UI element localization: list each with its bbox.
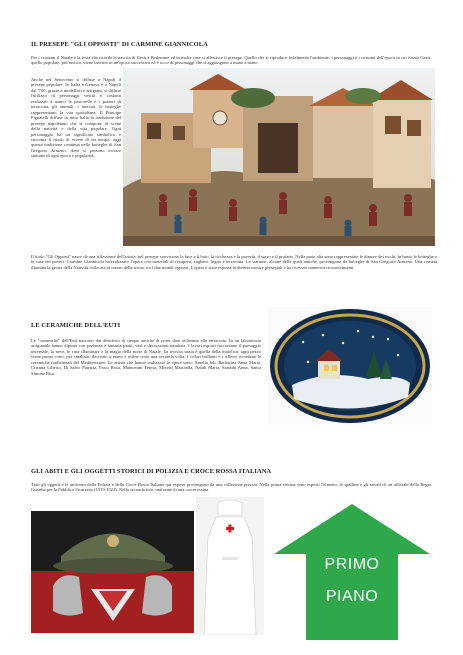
section-body-presepe: Anche nel Settecento si diffuse a Napoli il presepe popolare. In Italia a Genova e a Napoli dal '700, grazie a modellisti e artigiani, si diffuse l'utilizzo di personaggi vestiti e costumi realizzati a mano: le pastorelle e i pastori di terracotta, gli animali, i mercati, le botteghe rappresentano la vita quotidiana. Il Principe Pignatelli diffuse in tutta Italia la tradizione del presepe napoletano che si compone di scene della natività e della vita popolare. Ogni personaggio ha un significato simbolico e racconta il modo di vivere di un tempo; oggi questa tradizione continua nelle botteghe di San Gregorio Armeno, dove si possono trovare statuine di ogni epoca e popolarità. [31,77,121,159]
section-body-ceramiche: Le "ceramiche" dell'Euti nascono dal desiderio di cinque amiche di poter dare un'anima alla terracotta. In un laboratorio artigianale hanno dipinto con pazienza e fantasia piatti, vasi e decorazioni natalizie. I lavori esposti raccontano il paesaggio invernale, la neve, le case illuminate e la magia della notte di Natale. La tecnica usata è quella della maiolica: ogni pezzo viene prima cotto, poi smaltato, decorato a mano e infine cotto una seconda volta. I colori brillanti e i riflessi ricordano le ceramiche tradizionali del Mediterraneo. Le artiste che hanno realizzato le opere sono: Amelia Ioli, Barbarina Anna Maria, Cristina Liberio, Di Salvo Patrizia, Fosci Rosa, Mantovani Teresa, Moretti Marinella, Natali Marta, Sarubbi Anna, Santo Simone Rita. [31,338,261,376]
arrow-label-line2: PIANO [325,588,379,605]
section-body2-presepe: Il titolo "Gli Opposti" nasce da una riflessione dell'artista: nel presepe convivono la luce e il buio, la ricchezza e la povertà, il sacro e il profano. Nella parte alta sono rappresentate le dimore dei ricchi, in basso le botteghe e le case dei poveri. Carmine Giannicola ha realizzato l'opera con materiali di recupero, sughero, legno e terracotta. Le statuine, alcune delle quali antiche, provengono da botteghe di San Gregorio Armeno. Una cometa illumina la grotta della Natività collocata al centro della scena, tra i due mondi opposti. L'opera è stata esposta in diverse mostre presepiali e ha ricevuto numerosi riconoscimenti. [31,254,437,270]
section-title-abiti: GLI ABITI E GLI OGGETTI STORICI DI POLIZIA E CROCE ROSSA ITALIANA [31,468,272,475]
section-title-presepe: IL PRESEPE "GLI OPPOSTI" DI CARMINE GIANNICOLA [31,41,208,48]
ceramic-plate-image [268,307,432,425]
primo-piano-arrow [272,502,432,642]
section-intro-presepe: Per i cristiani il Natale è la festa che ricorda la nascita di Gesù a Betlemme ed in molte case si allestisce il presepe. Quello che si riproduce fedelmente l'ambiente, i personaggi e i costumi dell'epoca in cui è nato Gesù; quello popolare, più rustico, viene inserito in un'epoca successiva ed è ricco di personaggi che si aggiungono a mano a mano. [31,55,431,66]
arrow-label-line1: PRIMO [324,556,380,573]
nurse-uniform-image [196,497,264,635]
police-items-photo [31,511,194,633]
red-cross-uniform-photo [196,497,264,635]
police-helmet-image [31,511,194,633]
nativity-scene-image [123,68,435,246]
ceramic-plate-photo [268,307,432,425]
section-body-abiti: Tutti gli oggetti e le uniformi della Polizia e della Croce Rossa Italiana qui esposti provengono da una collezione privata. Nella prima vetrina sono esposti l'elmetto, le spalline e gli stivali di un ufficiale della Regia Guardia per la Pubblica Sicurezza (1919-1923). Nella seconda foto, uniforme di una crocerossina. [31,482,431,493]
presepe-photo [123,68,435,246]
section-title-ceramiche: LE CERAMICHE DELL'EUTI [31,322,121,329]
